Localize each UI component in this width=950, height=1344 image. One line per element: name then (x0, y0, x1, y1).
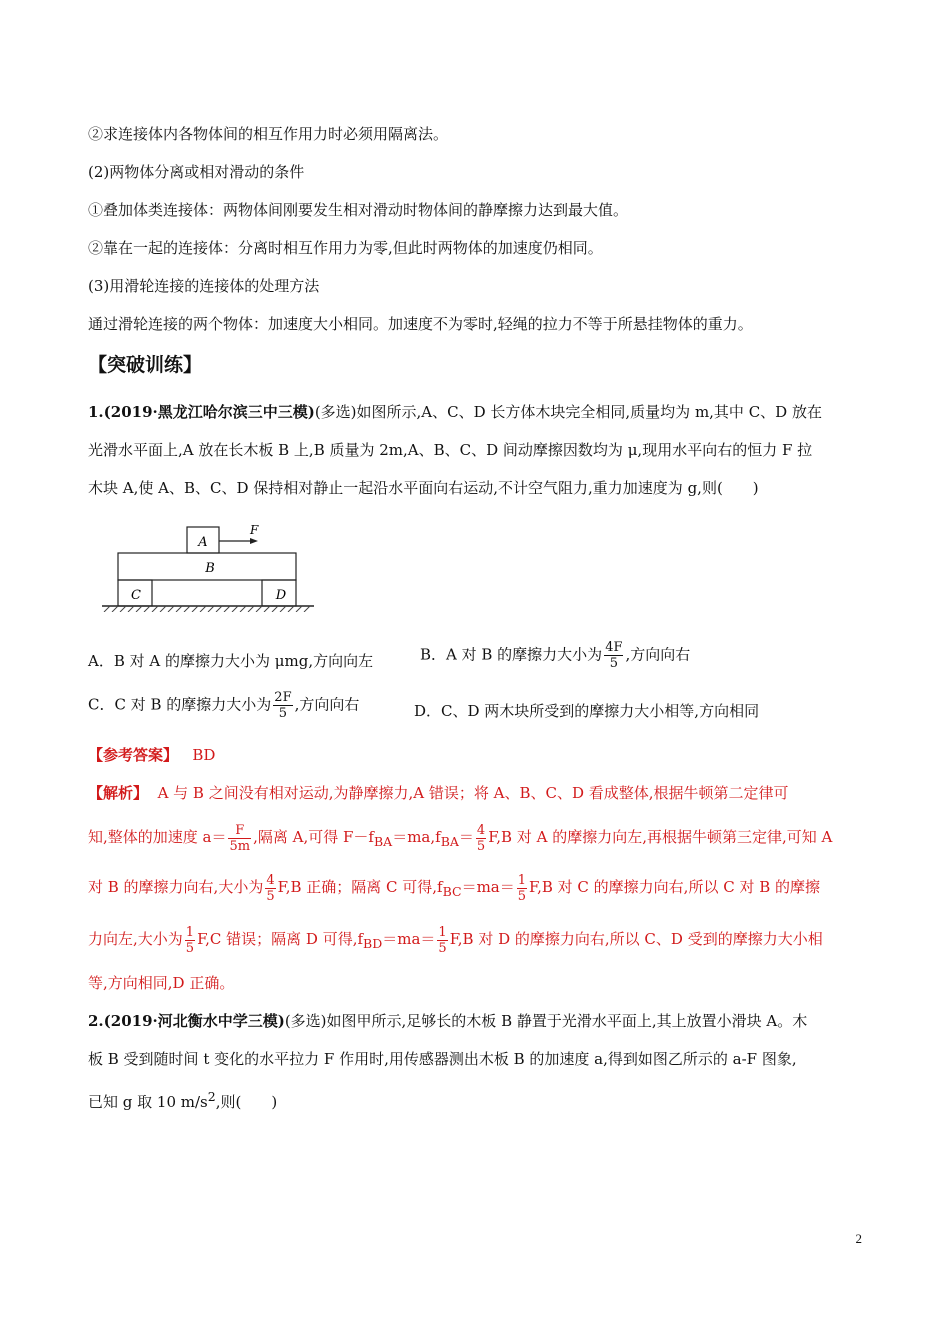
q2-line-3-b: ,则( ) (215, 1093, 278, 1111)
accel-num: F (228, 823, 251, 839)
analysis-2-sub2: BA (440, 834, 459, 849)
option-c-num: 2F (274, 690, 292, 705)
option-b-fraction (604, 640, 623, 671)
cb-den: 5 (185, 940, 195, 956)
option-b (420, 640, 690, 671)
q2-line-3-a: 已知 g 取 10 m/s (88, 1093, 208, 1111)
analysis-line-5: 等,方向相同,D 正确。 (88, 974, 235, 992)
analysis-4-c: ＝ma＝ (382, 930, 436, 948)
fba-num: 4 (476, 822, 486, 838)
q1-source: 1.(2019·黑龙江哈尔滨三中三模) (88, 403, 315, 421)
option-c-den: 5 (278, 706, 288, 721)
fba-den: 5 (476, 838, 486, 854)
accel-fraction (228, 823, 251, 854)
analysis-2-e: F,B 对 A 的摩擦力向左,再根据牛顿第三定律,可知 A (488, 828, 833, 846)
fbc-den: 5 (517, 888, 527, 904)
analysis-line-1 (88, 783, 789, 803)
q1-line-1 (88, 402, 822, 422)
option-b-num: 4F (605, 640, 623, 655)
label-a: A (198, 535, 208, 550)
q1-figure (100, 520, 320, 612)
label-c: C (131, 588, 141, 603)
analysis-line-3 (88, 868, 820, 911)
ground-hatching (104, 606, 310, 612)
analysis-4-d: F,B 对 D 的摩擦力向右,所以 C、D 受到的摩擦力大小相 (449, 930, 823, 948)
q1-line-1-text: (多选)如图所示,A、C、D 长方体木块完全相同,质量均为 m,其中 C、D 放在 (314, 403, 822, 421)
q2-line-3-sup: 2 (207, 1089, 216, 1104)
intro-line-3: ①叠加体类连接体：两物体间刚要发生相对滑动时物体间的静摩擦力达到最大值。 (88, 201, 629, 219)
q2-line-2: 板 B 受到随时间 t 变化的水平拉力 F 作用时,用传感器测出木板 B 的加速度 a,得到如图乙所示的 a-F 图象, (88, 1050, 797, 1068)
intro-line-1: ②求连接体内各物体间的相互作用力时必须用隔离法。 (88, 125, 449, 143)
analysis-4-a: 力向左,大小为 (88, 930, 183, 948)
option-b-suffix: ,方向向右 (625, 645, 691, 664)
section-heading: 【突破训练】 (88, 354, 203, 376)
analysis-2-a: 知,整体的加速度 a＝ (88, 828, 227, 846)
analysis-3-sub: BC (442, 884, 462, 899)
intro-line-2: (2)两物体分离或相对滑动的条件 (88, 163, 305, 181)
q2-line-1-text: (多选)如图甲所示,足够长的木板 B 静置于光滑水平面上,其上放置小滑块 A。木 (284, 1012, 808, 1030)
fbc-num: 1 (517, 872, 527, 888)
option-d: D．C、D 两木块所受到的摩擦力大小相等,方向相同 (414, 702, 760, 720)
option-c-suffix: ,方向向右 (294, 695, 360, 714)
analysis-3-a: 对 B 的摩擦力向右,大小为 (88, 878, 264, 896)
q2-line-1 (88, 1011, 807, 1031)
cb-num: 1 (185, 924, 195, 940)
option-a: A．B 对 A 的摩擦力大小为 μmg,方向向左 (88, 652, 374, 670)
accel-den: 5m (229, 838, 251, 854)
analysis-3-c: ＝ma＝ (461, 878, 515, 896)
fba-fraction (476, 823, 486, 854)
intro-line-4: ②靠在一起的连接体：分离时相互作用力为零,但此时两物体的加速度仍相同。 (88, 239, 603, 257)
analysis-2-c: ＝ma,f (392, 828, 441, 846)
page-number: 2 (855, 1231, 862, 1246)
fbc-fraction (517, 873, 527, 904)
analysis-4-sub: BD (363, 936, 383, 951)
option-c (88, 690, 359, 721)
analysis-line-4 (88, 920, 823, 963)
intro-line-5: (3)用滑轮连接的连接体的处理方法 (88, 277, 320, 295)
q1-line-3: 木块 A,使 A、B、C、D 保持相对静止一起沿水平面向右运动,不计空气阻力,重力加速度为 g,则( ) (88, 479, 759, 497)
option-b-text: B．A 对 B 的摩擦力大小为 (420, 645, 603, 664)
analysis-2-d: ＝ (458, 828, 474, 846)
intro-line-6: 通过滑轮连接的两个物体：加速度大小相同。加速度不为零时,轻绳的拉力不等于所悬挂物体的重力。 (88, 315, 753, 333)
analysis-tag: 【解析】 (88, 784, 149, 802)
analysis-text-1: A 与 B 之间没有相对运动,为静摩擦力,A 错误；将 A、B、C、D 看成整体,根据牛顿第二定律可 (157, 784, 789, 802)
fbd-num: 1 (438, 924, 447, 940)
force-arrowhead (250, 538, 258, 544)
q2-source: 2.(2019·河北衡水中学三模) (88, 1012, 285, 1030)
ab-den: 5 (266, 888, 275, 904)
label-f: F (250, 523, 259, 537)
label-b: B (205, 561, 215, 576)
fbd-den: 5 (438, 940, 447, 956)
ab-num: 4 (266, 872, 275, 888)
analysis-2-sub1: BA (373, 834, 393, 849)
q1-line-2: 光滑水平面上,A 放在长木板 B 上,B 质量为 2m,A、B、C、D 间动摩擦因数均为 μ,现用水平向右的恒力 F 拉 (88, 441, 813, 459)
option-c-text: C．C 对 B 的摩擦力大小为 (88, 695, 272, 714)
analysis-line-2 (88, 818, 832, 861)
answer-value: BD (192, 746, 216, 764)
analysis-3-d: F,B 对 C 的摩擦力向右,所以 C 对 B 的摩擦 (529, 878, 821, 896)
option-b-den: 5 (609, 656, 618, 671)
analysis-2-b: ,隔离 A,可得 F－f (253, 828, 374, 846)
label-d: D (275, 588, 287, 603)
answer-tag: 【参考答案】 (88, 746, 179, 764)
ab-fraction (265, 873, 275, 904)
analysis-4-b: F,C 错误；隔离 D 可得,f (197, 930, 364, 948)
cb-fraction (185, 925, 195, 956)
analysis-3-b: F,B 正确；隔离 C 可得,f (277, 878, 443, 896)
option-c-fraction (273, 690, 292, 721)
q2-line-3 (88, 1087, 277, 1112)
fbd-fraction (437, 925, 447, 956)
answer-line (88, 745, 215, 765)
